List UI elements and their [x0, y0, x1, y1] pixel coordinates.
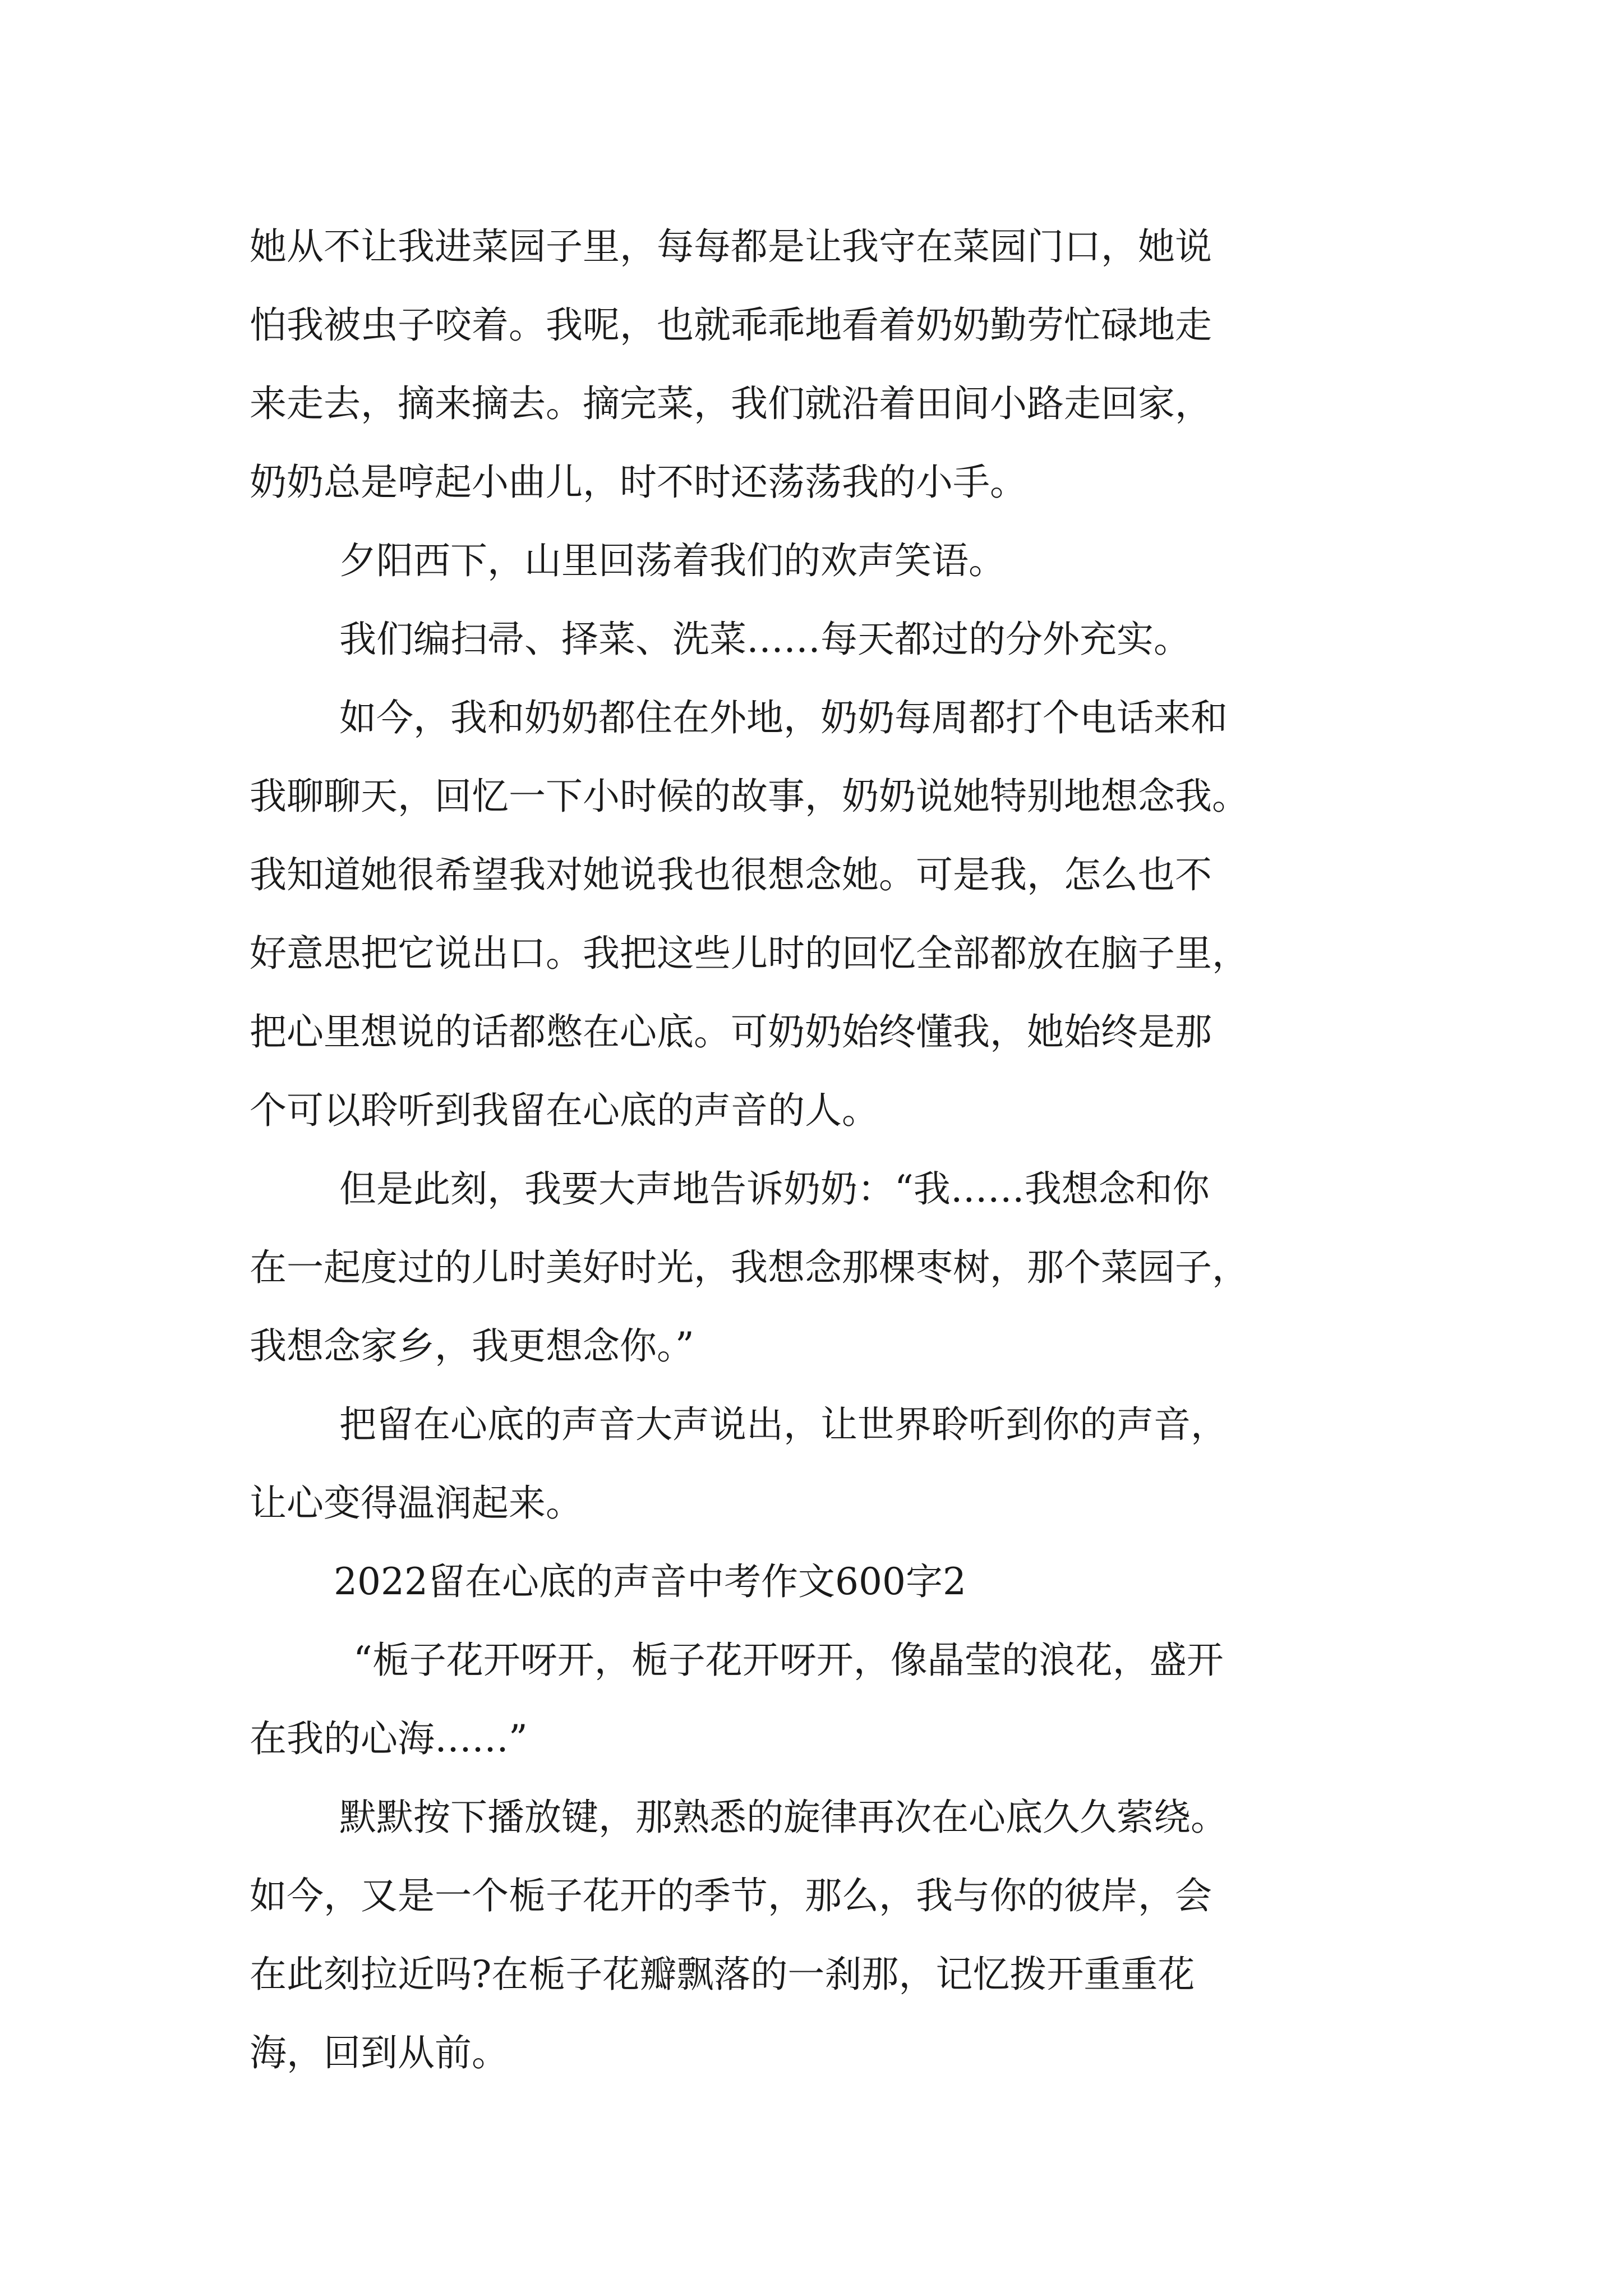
- paragraph-start-line: 如今，我和奶奶都住在外地，奶奶每周都打个电话来和: [339, 696, 1228, 739]
- text-line: 好意思把它说出口。我把这些儿时的回忆全部都放在脑子里，: [250, 932, 1249, 975]
- text-line: 我想念家乡，我更想念你。”: [250, 1324, 694, 1368]
- essay-body: [250, 208, 1388, 2092]
- text-line: 她从不让我进菜园子里，每每都是让我守在菜园门口，她说: [250, 225, 1212, 268]
- text-line: 把心里想说的话都憋在心底。可奶奶始终懂我，她始终是那: [250, 1010, 1212, 1053]
- text-line: 我知道她很希望我对她说我也很想念她。可是我，怎么也不: [250, 853, 1212, 896]
- text-line: 让心变得温润起来。: [250, 1481, 583, 1525]
- text-line: 我聊聊天，回忆一下小时候的故事，奶奶说她特别地想念我。: [250, 775, 1249, 818]
- text-line: 海，回到从前。: [250, 2031, 509, 2074]
- text-line: 在我的心海……”: [250, 1717, 528, 1760]
- paragraph-start-line: 默默按下播放键，那熟悉的旋律再次在心底久久萦绕。: [339, 1796, 1228, 1839]
- paragraph-start-line: 但是此刻，我要大声地告诉奶奶：“我……我想念和你: [339, 1167, 1210, 1211]
- text-line: 如今，又是一个栀子花开的季节，那么，我与你的彼岸，会: [250, 1874, 1212, 1917]
- text-line: 在一起度过的儿时美好时光，我想念那棵枣树，那个菜园子，: [250, 1246, 1249, 1289]
- paragraph-start-line: 我们编扫帚、择菜、洗菜……每天都过的分外充实。: [339, 618, 1191, 661]
- paragraph-start-line: 夕阳西下，山里回荡着我们的欢声笑语。: [339, 539, 1006, 582]
- text-line: 怕我被虫子咬着。我呢，也就乖乖地看着奶奶勤劳忙碌地走: [250, 303, 1212, 347]
- text-line: 在此刻拉近吗?在栀子花瓣飘落的一刹那，记忆拨开重重花: [250, 1953, 1195, 1996]
- text-line: 来走去，摘来摘去。摘完菜，我们就沿着田间小路走回家，: [250, 382, 1212, 425]
- section-heading: 2022留在心底的声音中考作文600字2: [334, 1560, 966, 1603]
- paragraph-start-line: “栀子花开呀开，栀子花开呀开，像晶莹的浪花，盛开: [353, 1639, 1224, 1682]
- paragraph-start-line: 把留在心底的声音大声说出，让世界聆听到你的声音，: [339, 1403, 1228, 1446]
- text-line: 奶奶总是哼起小曲儿，时不时还荡荡我的小手。: [250, 461, 1027, 504]
- text-line: 个可以聆听到我留在心底的声音的人。: [250, 1089, 879, 1132]
